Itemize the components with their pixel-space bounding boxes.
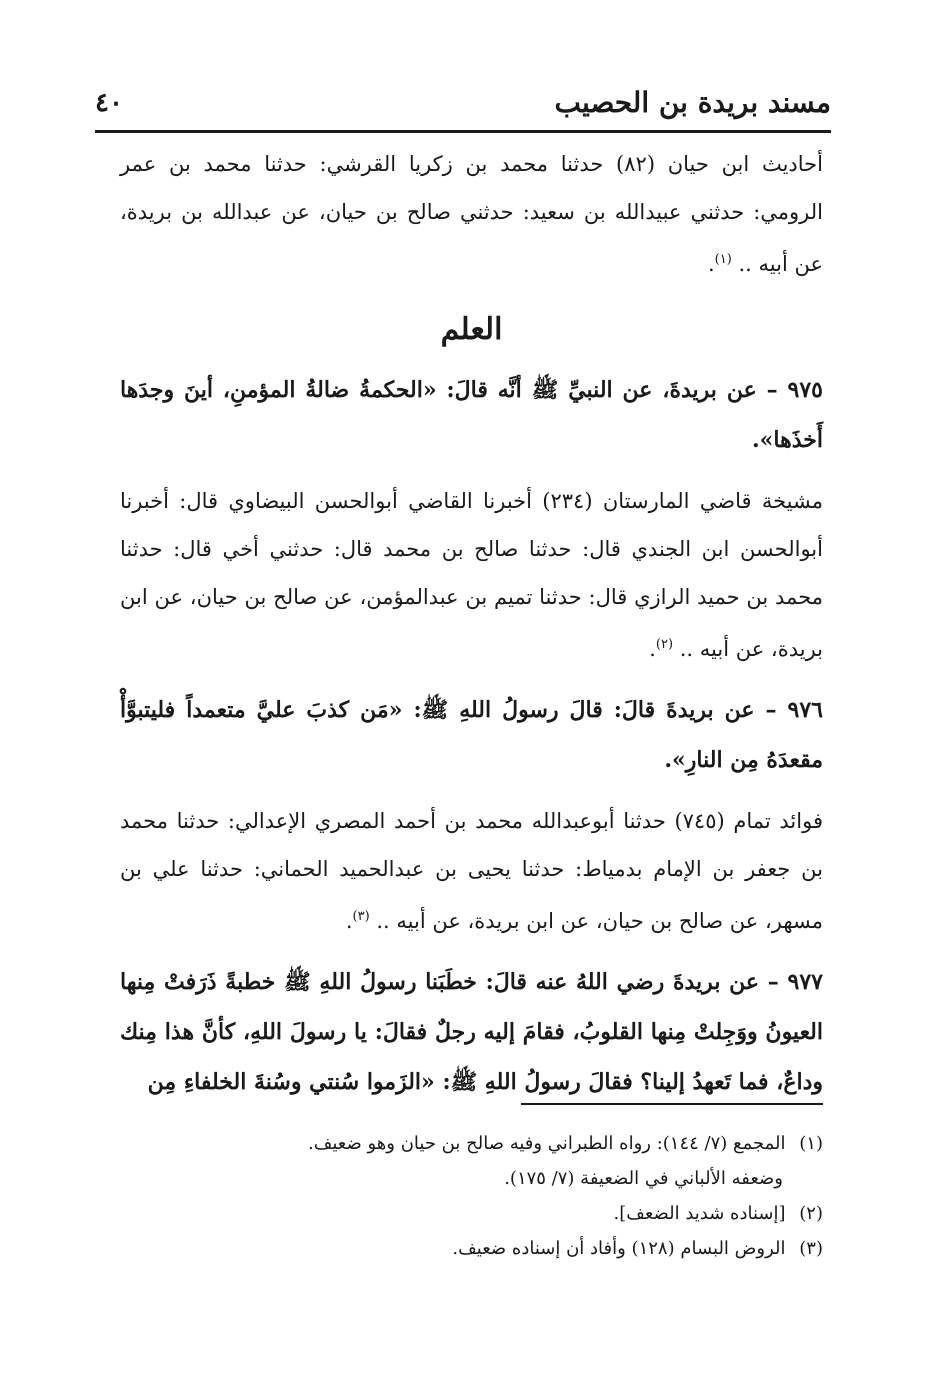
page-body [120, 140, 823, 1119]
source-text: فوائد تمام (٧٤٥) حدثنا أبوعبدالله محمد بن أحمد المصري الإعدالي: حدثنا محمد بن جعفر بن الإمام بدمياط: حدثنا يحيى بن عبدالحميد الحماني: حدثنا علي بن مسهر، عن صالح بن حيان، عن ابن بريدة، عن أبيه .. [120, 809, 823, 933]
source-end: . [345, 909, 353, 933]
hadith-975-source [120, 477, 823, 673]
footnote-marker-2: (٢) [655, 637, 674, 652]
page-number: ٤٠ [95, 88, 123, 118]
footnote-3 [120, 1231, 823, 1266]
source-text: مشيخة قاضي المارستان (٢٣٤) أخبرنا القاضي أبوالحسن البيضاوي قال: أخبرنا أبوالحسن ابن الجندي قال: حدثنا صالح بن محمد قال: حدثني أخي قال: حدثنا محمد بن حميد الرازي قال: حدثنا تميم بن عبدالمؤمن، عن صالح بن حيان، عن ابن بريدة، عن أبيه .. [120, 489, 824, 661]
footnote-marker-1: (١) [714, 252, 732, 267]
footnote-number: (١) [799, 1133, 823, 1154]
footnote-separator [521, 1103, 823, 1105]
footnote-text: [إسناده شديد الضعف]. [613, 1203, 786, 1224]
hadith-975: ٩٧٥ – عن بريدةَ، عن النبيِّ ﷺ أنَّه قالَ: «الحكمةُ ضالةُ المؤمنِ، أينَ وجدَها أَخذَها». [120, 377, 823, 453]
running-title: مسند بريدة بن الحصيب [554, 86, 831, 119]
footnote-number: (٢) [799, 1203, 823, 1224]
footnote-2 [120, 1196, 823, 1231]
footnote-number: (٣) [799, 1238, 823, 1259]
intro-text: أحاديث ابن حيان (٨٢) حدثنا محمد بن زكريا القرشي: حدثنا محمد بن عمر الرومي: حدثني عبيدالله بن سعيد: حدثني صالح بن حيان، عن عبدالله بن بريدة، عن أبيه .. [120, 152, 823, 276]
footnote-1 [120, 1126, 823, 1161]
hadith-976-source [120, 797, 823, 945]
footnote-text: وضعفه الألباني في الضعيفة (٧/ ١٧٥). [504, 1168, 783, 1189]
hadith-977: ٩٧٧ – عن بريدةَ رضي اللهُ عنه قالَ: خطَبَنا رسولُ اللهِ ﷺ خطبةً ذَرَفتْ مِنها العيونُ ووَجِلتْ مِنها القلوبُ، فقامَ إليه رجلٌ فقالَ: يا رسولَ اللهِ، كأنَّ هذا مِنك وداعٌ، فما تَعهدُ إلينا؟ فقالَ رسولُ اللهِ ﷺ: «الزَموا سُنتي وسُنةَ الخلفاءِ مِن [120, 969, 824, 1095]
footnote-1-continuation [120, 1161, 823, 1196]
footnote-text: المجمع (٧/ ١٤٤): رواه الطبراني وفيه صالح بن حيان وهو ضعيف. [308, 1133, 786, 1154]
intro-end: . [707, 252, 715, 276]
page-header [95, 84, 831, 133]
source-end: . [649, 637, 656, 661]
footnote-marker-3: (٣) [352, 909, 370, 924]
hadith-976: ٩٧٦ – عن بريدةَ قالَ: قالَ رسولُ اللهِ ﷺ: «مَن كذبَ عليَّ متعمداً فليتبوَّأْ مقعدَهُ مِن النارِ». [120, 697, 823, 773]
footnote-text: الروض البسام (١٢٨) وأفاد أن إسناده ضعيف. [452, 1238, 786, 1259]
footnotes [120, 1126, 823, 1266]
section-title: العلم [440, 312, 503, 347]
intro-paragraph [120, 140, 823, 288]
